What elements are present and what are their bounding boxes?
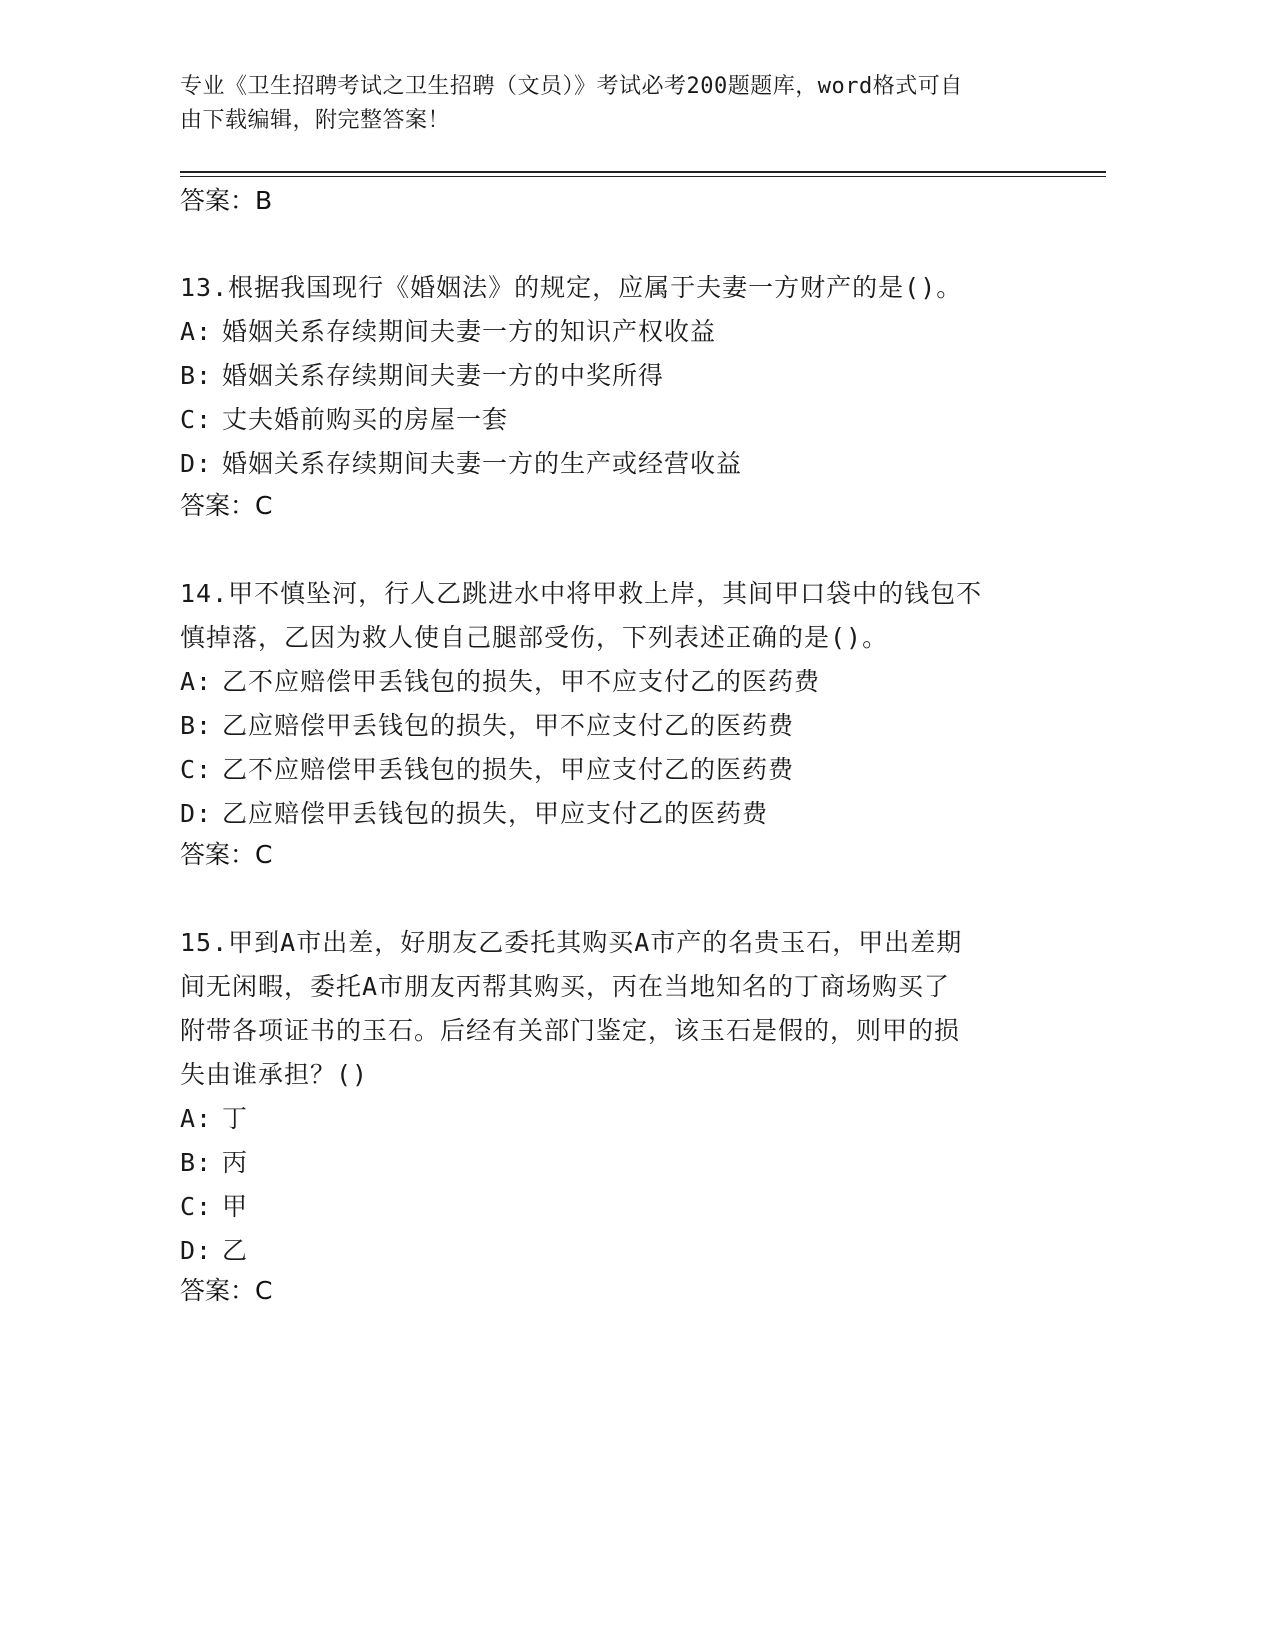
option-a (180, 310, 1040, 354)
option-d (180, 442, 1040, 486)
answer-15: 答案：C (180, 1276, 273, 1305)
question-stem-line: 14.甲不慎坠河，行人乙跳进水中将甲救上岸，其间甲口袋中的钱包不 (180, 579, 983, 608)
option-d (180, 792, 1040, 836)
option-b (180, 1141, 1040, 1185)
option-key: B: (180, 1148, 213, 1177)
option-text: 乙 (222, 1236, 249, 1265)
question-14 (180, 572, 1040, 836)
option-c (180, 748, 1040, 792)
document-header (180, 70, 1040, 138)
option-text: 乙不应赔偿甲丢钱包的损失，甲不应支付乙的医药费 (222, 667, 821, 696)
answer-13: 答案：C (180, 491, 273, 520)
header-divider-thick (180, 171, 1106, 173)
option-key: B: (180, 711, 213, 740)
option-text: 婚姻关系存续期间夫妻一方的中奖所得 (222, 361, 665, 390)
option-key: D: (180, 449, 213, 478)
question-stem-line: 15.甲到A市出差，好朋友乙委托其购买A市产的名贵玉石，甲出差期 (180, 928, 963, 957)
option-key: D: (180, 799, 213, 828)
option-key: A: (180, 667, 213, 696)
option-text: 婚姻关系存续期间夫妻一方的知识产权收益 (222, 317, 717, 346)
option-key: B: (180, 361, 213, 390)
question-13 (180, 266, 1040, 486)
option-text: 丙 (222, 1148, 249, 1177)
answer-14: 答案：C (180, 840, 273, 869)
option-b (180, 704, 1040, 748)
option-key: C: (180, 1192, 213, 1221)
option-text: 丈夫婚前购买的房屋一套 (222, 405, 509, 434)
option-text: 甲 (222, 1192, 249, 1221)
option-c (180, 398, 1040, 442)
option-key: C: (180, 755, 213, 784)
option-text: 乙应赔偿甲丢钱包的损失，甲应支付乙的医药费 (222, 799, 769, 828)
question-stem-line: 附带各项证书的玉石。后经有关部门鉴定，该玉石是假的，则甲的损 (180, 1016, 961, 1045)
option-text: 乙应赔偿甲丢钱包的损失，甲不应支付乙的医药费 (222, 711, 795, 740)
option-a (180, 660, 1040, 704)
option-key: C: (180, 405, 213, 434)
question-stem-line: 间无闲暇，委托A市朋友丙帮其购买，丙在当地知名的丁商场购买了 (180, 972, 951, 1001)
option-key: D: (180, 1236, 213, 1265)
question-stem-line: 慎掉落，乙因为救人使自己腿部受伤，下列表述正确的是()。 (180, 623, 889, 652)
option-text: 乙不应赔偿甲丢钱包的损失，甲应支付乙的医药费 (222, 755, 795, 784)
question-15 (180, 921, 1040, 1273)
option-text: 丁 (222, 1104, 249, 1133)
previous-answer: 答案：B (180, 186, 273, 215)
option-b (180, 354, 1040, 398)
option-a (180, 1097, 1040, 1141)
option-text: 婚姻关系存续期间夫妻一方的生产或经营收益 (222, 449, 743, 478)
question-stem-line: 失由谁承担？() (180, 1060, 369, 1089)
header-divider-thin (180, 176, 1106, 177)
question-stem-line: 13.根据我国现行《婚姻法》的规定，应属于夫妻一方财产的是()。 (180, 273, 963, 302)
option-c (180, 1185, 1040, 1229)
option-key: A: (180, 1104, 213, 1133)
option-d (180, 1229, 1040, 1273)
header-line-1: 专业《卫生招聘考试之卫生招聘（文员）》考试必考200题题库，word格式可自 (180, 74, 963, 99)
option-key: A: (180, 317, 213, 346)
header-line-2: 由下载编辑，附完整答案！ (180, 108, 451, 133)
